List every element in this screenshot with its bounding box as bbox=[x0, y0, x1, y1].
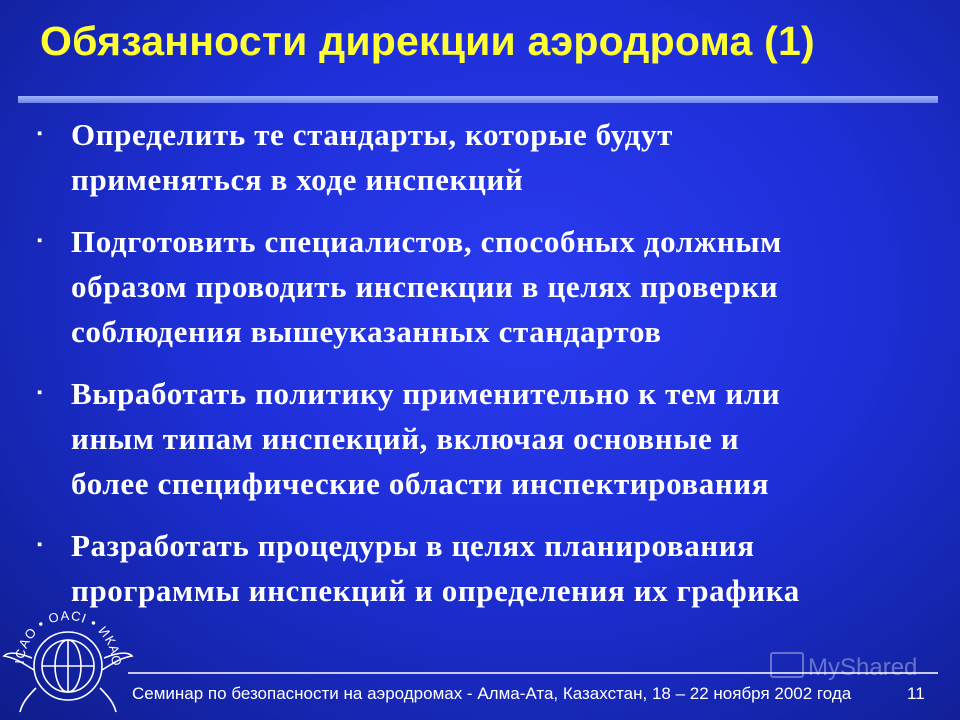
bullet-line: Разработать процедуры в целях планирования bbox=[71, 528, 755, 563]
slide-title: Обязанности дирекции аэродрома (1) bbox=[40, 18, 815, 64]
bullet-line: соблюдения вышеуказанных стандартов bbox=[71, 314, 662, 349]
bullet-item bbox=[34, 371, 939, 506]
bullet-marker: ▪ bbox=[37, 126, 43, 142]
bullet-item bbox=[34, 219, 939, 354]
bullet-marker: ▪ bbox=[37, 385, 43, 401]
bullet-line: применяться в ходе инспекций bbox=[71, 162, 524, 197]
bullet-item bbox=[34, 112, 939, 202]
bullet-line: образом проводить инспекции в целях проверки bbox=[71, 269, 779, 304]
page-number: 11 bbox=[907, 684, 925, 703]
watermark bbox=[770, 652, 917, 682]
bullet-item bbox=[34, 523, 939, 613]
bullet-line: иным типам инспекций, включая основные и bbox=[71, 421, 740, 456]
title-divider bbox=[18, 96, 938, 103]
logo-text: ICAO • OACI • ИКАО bbox=[11, 607, 125, 667]
bullet-marker: ▪ bbox=[37, 233, 43, 249]
bullet-line: Определить те стандарты, которые будут bbox=[71, 117, 673, 152]
monitor-icon bbox=[770, 652, 804, 678]
bullet-marker: ▪ bbox=[37, 537, 43, 553]
icao-logo-icon bbox=[2, 592, 134, 720]
footer-text: Семинар по безопасности на аэродромах - Алма-Ата, Казахстан, 18 – 22 ноября 2002 года bbox=[132, 684, 852, 703]
bullet-line: Выработать политику применительно к тем или bbox=[71, 376, 781, 411]
watermark-text: MyShared bbox=[808, 654, 918, 681]
bullet-list bbox=[34, 112, 939, 630]
bullet-line: более специфические области инспектирования bbox=[71, 466, 770, 501]
bullet-line: программы инспекций и определения их графика bbox=[71, 573, 800, 608]
bullet-line: Подготовить специалистов, способных должным bbox=[71, 224, 782, 259]
